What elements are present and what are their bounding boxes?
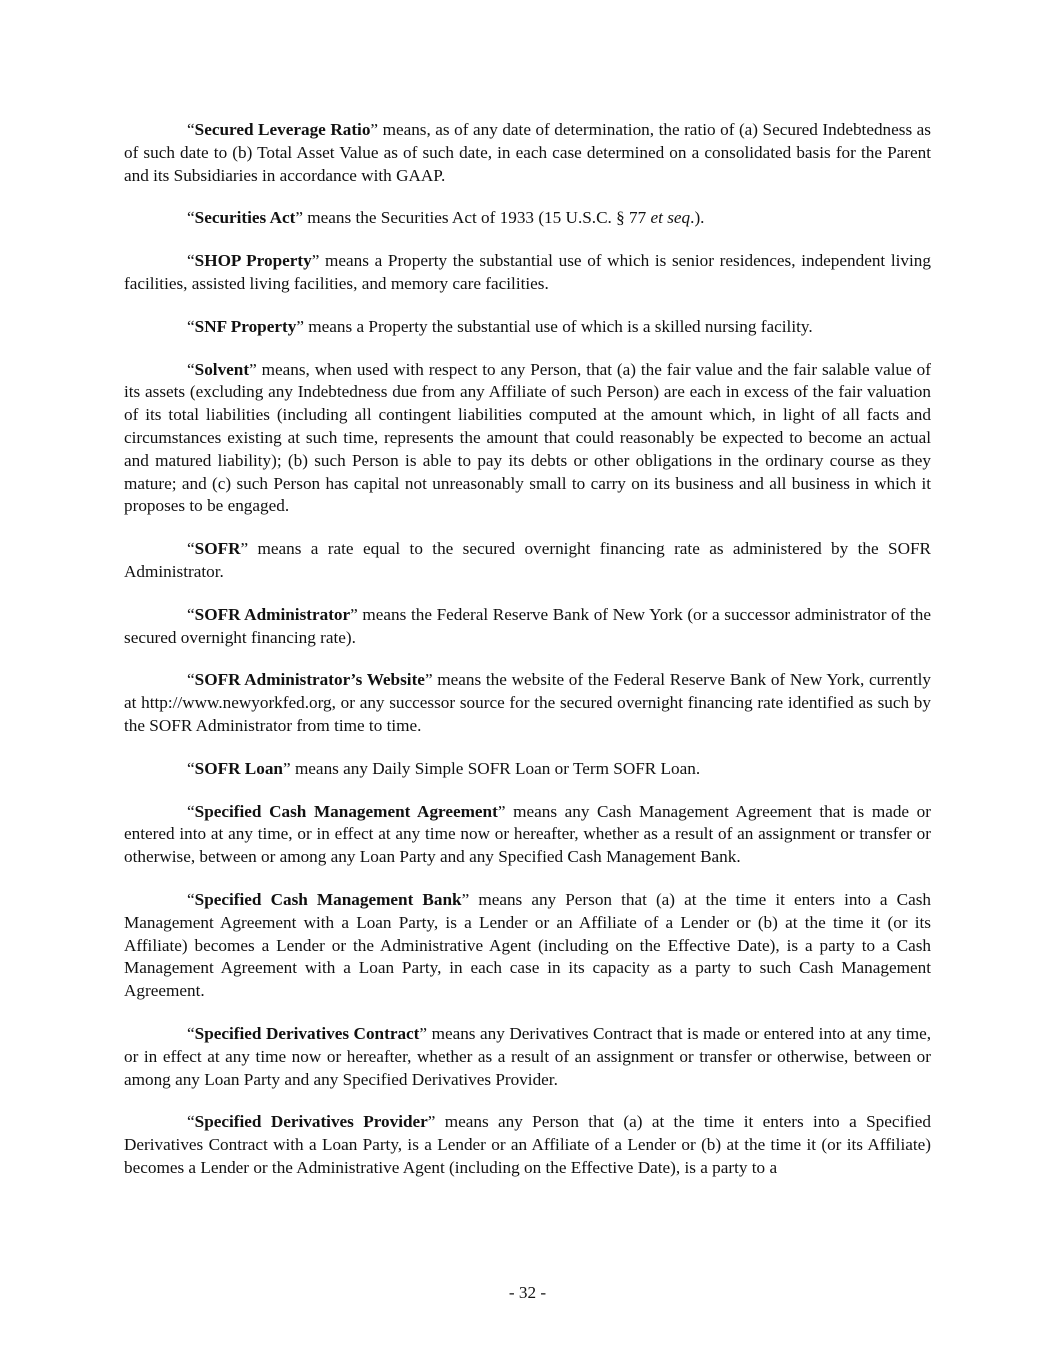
defined-term: Specified Derivatives Provider xyxy=(194,1112,428,1132)
defined-term: Solvent xyxy=(194,359,250,379)
definition-specified-cash-management-bank: “Specified Cash Management Bank” means any Person that (a) at the time it enters into a Cash Management Agreement with a Loan Party, is a Lender or an Affiliate of a Lender or (b) at the time it (or its Affiliate) becomes a Lender or the Administrative Agent (including on the Effective Date), is a party to a Cash Management Agreement with a Loan Party, in each case in its capacity as a party to such Cash Management Agreement. xyxy=(124,889,931,1001)
definition-solvent: “Solvent” means, when used with respect to any Person, that (a) the fair value and the fair salable value of its assets (excluding any Indebtedness due from any Affiliate of such Person) are each in excess of the fair valuation of its total liabilities (including all contingent liabilities computed at the amount which, in light of all facts and circumstances existing at such time, represents the amount that could reasonably be expected to become an actual and matured liability); (b) such Person is able to pay its debts or other obligations in the ordinary course as they mature; and (c) such Person has capital not unreasonably small to carry on its business and all business in which it proposes to be engaged. xyxy=(124,359,931,516)
defined-term: SOFR Administrator’s Website xyxy=(194,670,425,690)
defined-term: SNF Property xyxy=(194,316,297,336)
definition-body: means any Cash Management Agreement that is made or entered into at any time, or in effect at any time now or hereafter, whether as a result of an assignment or transfer or otherwise, between or among any Loan Party and any Specified Cash Management Bank. xyxy=(124,801,931,867)
definition-body: means any Derivatives Contract that is made or entered into at any time, or in effect at any time now or hereafter, whether as a result of an assignment or transfer or otherwise, between or among any Loan Party and any Specified Derivatives Provider. xyxy=(124,1023,932,1089)
definition-securities-act: “Securities Act” means the Securities Act of 1933 (15 U.S.C. § 77 et seq.). xyxy=(187,208,705,228)
defined-term: Specified Derivatives Contract xyxy=(194,1023,420,1043)
definition-body: means the website of the Federal Reserve Bank of New York, currently at http://www.newyorkfed.org, or any successor source for the secured overnight financing rate identified as such by the SOFR Administrator from time to time. xyxy=(124,670,931,735)
definition-body: means any Daily Simple SOFR Loan or Term SOFR Loan. xyxy=(290,758,701,778)
definition-italic: et seq xyxy=(650,208,691,228)
definition-body-end: .). xyxy=(690,208,705,228)
definition-specified-derivatives-contract: “Specified Derivatives Contract” means any Derivatives Contract that is made or entered into at any time, or in effect at any time now or hereafter, whether as a result of an assignment or transfer or otherwise, between or among any Loan Party and any Specified Derivatives Provider. xyxy=(124,1023,932,1089)
definition-body: means, when used with respect to any Person, that (a) the fair value and the fair salable value of its assets (excluding any Indebtedness due from any Affiliate of such Person) are each in excess of the fair valuation of its total liabilities (including all contingent liabilities computed at the amount which, in light of all facts and circumstances existing at such time, represents the amount that could reasonably be expected to become an actual and matured liability); (b) such Person is able to pay its debts or other obligations in the ordinary course as they mature; and (c) such Person has capital not unreasonably small to carry on its business and all business in which it proposes to be engaged. xyxy=(124,359,931,516)
definition-body: means any Person that (a) at the time it enters into a Cash Management Agreement with a Loan Party, is a Lender or an Affiliate of a Lender or (b) at the time it (or its Affiliate) becomes a Lender or the Administrative Agent (including on the Effective Date), is a party to a Cash Management Agreement with a Loan Party, in each case in its capacity as a party to such Cash Management Agreement. xyxy=(124,889,931,1001)
definition-secured-leverage-ratio: “Secured Leverage Ratio” means, as of any date of determination, the ratio of (a) Secured Indebtedness as of such date to (b) Total Asset Value as of such date, in each case determined on a consolidated basis for the Parent and its Subsidiaries in accordance with GAAP. xyxy=(124,120,931,185)
defined-term: SOFR xyxy=(194,539,241,559)
definition-snf-property: “SNF Property” means a Property the substantial use of which is a skilled nursing facility. xyxy=(187,316,813,336)
definition-body: means a Property the substantial use of which is a skilled nursing facility. xyxy=(303,316,813,336)
definition-body: means the Federal Reserve Bank of New York (or a successor administrator of the secured overnight financing rate). xyxy=(124,604,931,647)
defined-term: SOFR Loan xyxy=(194,758,283,778)
definition-body: means a Property the substantial use of which is senior residences, independent living facilities, assisted living facilities, and memory care facilities. xyxy=(124,251,931,293)
defined-term: Secured Leverage Ratio xyxy=(194,120,371,139)
defined-term: SOFR Administrator xyxy=(194,604,351,624)
page-number: - 32 - xyxy=(508,1283,547,1302)
definition-body: means the Securities Act of 1933 (15 U.S.C. § 77 xyxy=(303,208,651,228)
definition-body: means, as of any date of determination, the ratio of (a) Secured Indebtedness as of such date to (b) Total Asset Value as of such date, in each case determined on a consolidated basis for the Parent and its Subsidiaries in accordance with GAAP. xyxy=(124,120,931,185)
definitions-list xyxy=(124,119,931,1200)
definition-shop-property: “SHOP Property” means a Property the substantial use of which is senior residences, independent living facilities, assisted living facilities, and memory care facilities. xyxy=(124,251,931,293)
defined-term: Specified Cash Management Agreement xyxy=(194,801,498,821)
definition-specified-cash-management-agreement: “Specified Cash Management Agreement” means any Cash Management Agreement that is made or entered into at any time, or in effect at any time now or hereafter, whether as a result of an assignment or transfer or otherwise, between or among any Loan Party and any Specified Cash Management Bank. xyxy=(124,801,931,867)
definition-body: means any Person that (a) at the time it enters into a Specified Derivatives Contract with a Loan Party, is a Lender or an Affiliate of a Lender or (b) at the time it (or its Affiliate) becomes a Lender or the Administrative Agent (including on the Effective Date), is a party to a xyxy=(124,1112,931,1177)
definition-sofr-loan: “SOFR Loan” means any Daily Simple SOFR Loan or Term SOFR Loan. xyxy=(187,758,701,778)
defined-term: Specified Cash Management Bank xyxy=(194,889,462,909)
definition-sofr: “SOFR” means a rate equal to the secured overnight financing rate as administered by the SOFR Administrator. xyxy=(124,539,931,581)
definition-sofr-administrators-website: “SOFR Administrator’s Website” means the website of the Federal Reserve Bank of New York, currently at http://www.newyorkfed.org, or any successor source for the secured overnight financing rate identified as such by the SOFR Administrator from time to time. xyxy=(124,670,931,735)
defined-term: SHOP Property xyxy=(194,251,312,271)
definition-sofr-administrator: “SOFR Administrator” means the Federal Reserve Bank of New York (or a successor administrator of the secured overnight financing rate). xyxy=(124,604,931,647)
definition-body: means a rate equal to the secured overnight financing rate as administered by the SOFR Administrator. xyxy=(124,539,931,581)
definition-specified-derivatives-provider: “Specified Derivatives Provider” means any Person that (a) at the time it enters into a Specified Derivatives Contract with a Loan Party, is a Lender or an Affiliate of a Lender or (b) at the time it (or its Affiliate) becomes a Lender or the Administrative Agent (including on the Effective Date), is a party to a xyxy=(124,1112,931,1177)
defined-term: Securities Act xyxy=(194,208,296,228)
